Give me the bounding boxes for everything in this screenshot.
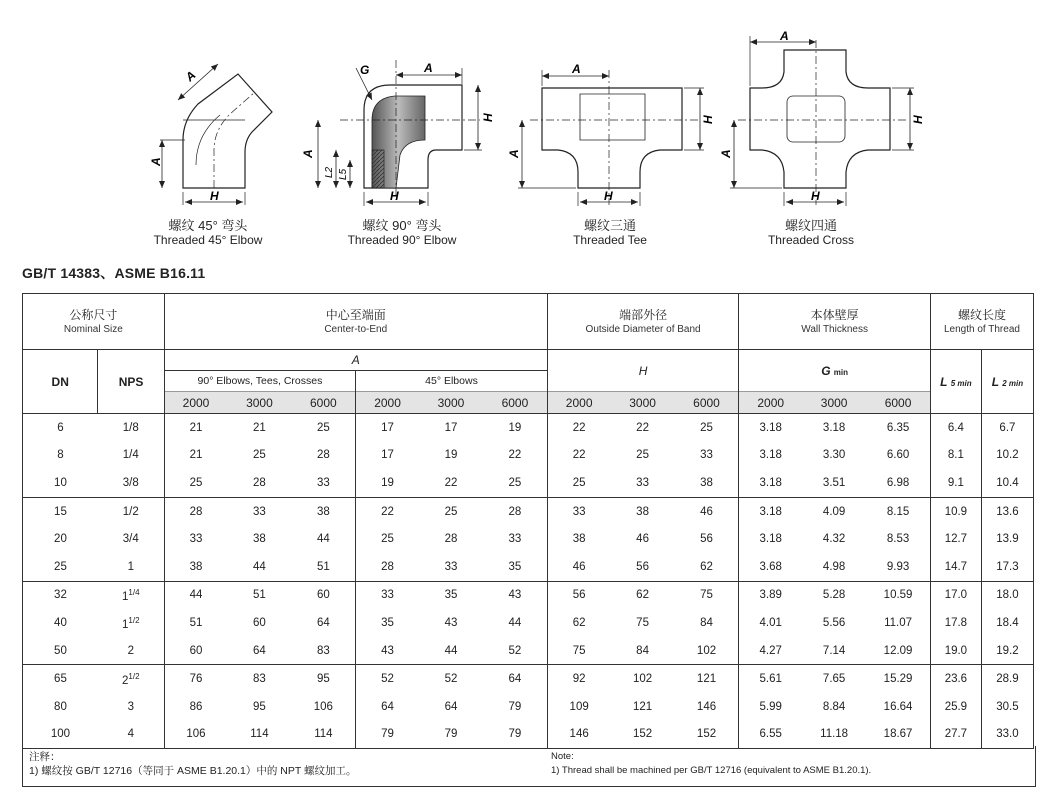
nps-whole: 2 bbox=[122, 674, 129, 687]
header-wall-en: Wall Thickness bbox=[801, 323, 868, 335]
fitting-diagrams bbox=[0, 0, 1055, 260]
cell-value: 5.99 bbox=[759, 700, 782, 713]
cell-value: 17 bbox=[381, 421, 394, 434]
nps-fraction: 1/2 bbox=[128, 671, 140, 681]
cell-value: 75 bbox=[636, 616, 649, 629]
cross-drawing bbox=[730, 36, 914, 206]
pressure-class-cell: 6000 bbox=[292, 392, 356, 414]
caption-elbow-45-zh: 螺纹 45° 弯头 bbox=[168, 218, 248, 233]
cell-value: 79 bbox=[419, 721, 483, 749]
cell-value: 3.51 bbox=[822, 476, 846, 489]
header-center-en: Center-to-End bbox=[324, 323, 388, 335]
cell-value: 38 bbox=[675, 469, 739, 497]
header-thread-length bbox=[930, 294, 1033, 350]
cell-nps: 3/8 bbox=[98, 469, 164, 497]
cell-value: 27.7 bbox=[930, 721, 981, 749]
cell-value: 43 bbox=[381, 644, 394, 657]
cell-value: 38 bbox=[610, 497, 674, 525]
cell-value: 43 bbox=[483, 581, 547, 609]
cell-value: 95 bbox=[292, 665, 356, 693]
cell-value: 25 bbox=[381, 533, 394, 546]
symbol-g: G bbox=[821, 363, 831, 378]
dimension-table-body bbox=[23, 414, 1034, 749]
cell-value: 60 bbox=[189, 644, 203, 657]
cell-value: 9.93 bbox=[866, 553, 930, 581]
cell-value: 38 bbox=[253, 533, 266, 546]
cell-value: 106 bbox=[164, 721, 227, 749]
cell-nps: 3 bbox=[98, 693, 164, 721]
table-row bbox=[23, 637, 1034, 665]
caption-elbow-45 bbox=[128, 219, 288, 247]
cell-value: 7.65 bbox=[802, 665, 866, 693]
cell-value: 25 bbox=[292, 414, 356, 442]
nps-fraction: 1/2 bbox=[128, 615, 140, 625]
table-row bbox=[23, 721, 1034, 749]
cell-nps: 2 bbox=[98, 637, 164, 665]
cell-value: 60 bbox=[292, 581, 356, 609]
cell-value: 33.0 bbox=[981, 721, 1033, 749]
cell-value: 35 bbox=[381, 616, 394, 629]
table-row bbox=[23, 665, 1034, 693]
cell-value: 33 bbox=[444, 560, 458, 573]
header-nominal-zh: 公称尺寸 bbox=[69, 307, 118, 322]
cell-value: 22 bbox=[572, 421, 586, 434]
cell-value: 28 bbox=[164, 497, 227, 525]
cell-nps: 4 bbox=[98, 721, 164, 749]
notes-zh-text: 1) 螺纹按 GB/T 12716（等同于 ASME B1.20.1）中的 NPT 螺纹加工。 bbox=[29, 765, 357, 777]
cell-dn: 25 bbox=[23, 553, 98, 581]
cell-value: 84 bbox=[636, 644, 649, 657]
notes-zh-title: 注释： bbox=[29, 751, 61, 763]
elbow90-h2-label: H bbox=[390, 189, 399, 203]
cell-value: 44 bbox=[444, 644, 458, 657]
header-dn: DN bbox=[23, 350, 98, 414]
notes-box bbox=[22, 746, 1036, 787]
cell-value: 106 bbox=[292, 693, 356, 721]
cell-value: 33 bbox=[356, 581, 419, 609]
cell-value: 9.1 bbox=[930, 469, 981, 497]
cell-value: 25 bbox=[572, 476, 586, 489]
cell-value: 10.9 bbox=[930, 497, 981, 525]
elbow90-g-label: G bbox=[360, 63, 370, 77]
cell-value: 51 bbox=[189, 616, 203, 629]
cell-value: 60 bbox=[253, 616, 266, 629]
cell-nps: 1/4 bbox=[98, 442, 164, 470]
cross-a-label: A bbox=[780, 29, 789, 43]
cell-value: 28 bbox=[381, 560, 394, 573]
cell-value: 83 bbox=[292, 637, 356, 665]
symbol-l2: L bbox=[991, 374, 1000, 389]
cell-value: 3.89 bbox=[739, 581, 802, 609]
cell-value: 44 bbox=[253, 560, 266, 573]
cell-value: 33 bbox=[483, 525, 547, 553]
cell-value: 56 bbox=[636, 560, 649, 573]
cell-value: 10.59 bbox=[866, 581, 930, 609]
cell-value: 95 bbox=[253, 700, 266, 713]
cell-value: 6.55 bbox=[739, 721, 802, 749]
cell-value: 51 bbox=[292, 553, 356, 581]
cell-value: 86 bbox=[189, 700, 203, 713]
notes-en-title: Note: bbox=[551, 751, 574, 762]
cell-value: 4.32 bbox=[822, 533, 846, 546]
elbow-45-drawing bbox=[160, 64, 272, 205]
caption-elbow-90-zh: 螺纹 90° 弯头 bbox=[362, 218, 442, 233]
cell-value: 62 bbox=[675, 553, 739, 581]
cell-value: 109 bbox=[569, 700, 589, 713]
table-row bbox=[23, 497, 1034, 525]
caption-tee-en: Threaded Tee bbox=[573, 233, 647, 247]
cell-value: 44 bbox=[292, 525, 356, 553]
cell-value: 64 bbox=[381, 700, 394, 713]
cell-value: 21 bbox=[189, 449, 203, 462]
cell-value: 6.98 bbox=[866, 469, 930, 497]
cell-value: 6.35 bbox=[866, 414, 930, 442]
cell-value: 62 bbox=[610, 581, 674, 609]
caption-tee-zh: 螺纹三通 bbox=[583, 218, 636, 233]
table-row bbox=[23, 414, 1034, 442]
cell-value: 22 bbox=[356, 497, 419, 525]
cell-value: 84 bbox=[675, 609, 739, 637]
cell-value: 25.9 bbox=[930, 693, 981, 721]
header-nps: NPS bbox=[98, 350, 164, 414]
cell-value: 79 bbox=[483, 721, 547, 749]
cell-nps bbox=[98, 665, 164, 693]
pressure-class-row bbox=[23, 392, 1034, 414]
cell-value: 3.18 bbox=[822, 421, 846, 434]
elbow90-a2-label: A bbox=[301, 149, 315, 158]
cell-nps: 1 bbox=[98, 553, 164, 581]
cell-value: 52 bbox=[483, 637, 547, 665]
cell-value: 4.09 bbox=[802, 497, 866, 525]
cell-value: 35 bbox=[419, 581, 483, 609]
cell-value: 23.6 bbox=[930, 665, 981, 693]
cell-value: 21 bbox=[253, 421, 266, 434]
cell-value: 11.18 bbox=[802, 721, 866, 749]
cell-value: 12.09 bbox=[866, 637, 930, 665]
cell-value: 6.60 bbox=[866, 442, 930, 470]
cell-value: 51 bbox=[227, 581, 291, 609]
cell-nps bbox=[98, 581, 164, 609]
header-wall-thickness bbox=[739, 294, 931, 350]
header-nominal-size bbox=[23, 294, 165, 350]
caption-elbow-90-en: Threaded 90° Elbow bbox=[347, 233, 457, 247]
cell-nps: 1/2 bbox=[98, 497, 164, 525]
table-row bbox=[23, 609, 1034, 637]
cell-value: 56 bbox=[675, 525, 739, 553]
cell-value: 75 bbox=[675, 581, 739, 609]
cell-value: 5.56 bbox=[822, 616, 846, 629]
cell-value: 19 bbox=[444, 449, 458, 462]
header-band-zh: 端部外径 bbox=[619, 307, 668, 322]
cell-value: 28 bbox=[483, 497, 547, 525]
cell-value: 13.9 bbox=[981, 525, 1033, 553]
tee-h-label: H bbox=[701, 115, 715, 124]
cell-dn: 8 bbox=[23, 442, 98, 470]
cell-value: 33 bbox=[189, 533, 203, 546]
table-row bbox=[23, 553, 1034, 581]
dimension-table bbox=[22, 293, 1034, 749]
cell-value: 4.01 bbox=[759, 616, 782, 629]
cell-value: 102 bbox=[610, 665, 674, 693]
cell-value: 75 bbox=[572, 644, 586, 657]
cell-value: 10.4 bbox=[981, 469, 1033, 497]
cell-value: 152 bbox=[675, 721, 739, 749]
cell-value: 76 bbox=[164, 665, 227, 693]
cell-value: 43 bbox=[444, 616, 458, 629]
nps-fraction: 1/4 bbox=[128, 587, 140, 597]
cell-value: 114 bbox=[292, 721, 356, 749]
cell-value: 33 bbox=[547, 497, 610, 525]
cell-value: 21 bbox=[189, 421, 203, 434]
cell-value: 33 bbox=[675, 442, 739, 470]
cell-value: 146 bbox=[675, 693, 739, 721]
caption-cross-en: Threaded Cross bbox=[767, 233, 855, 247]
symbol-l2-sub: 2 min bbox=[1002, 378, 1024, 388]
cell-value: 83 bbox=[227, 665, 291, 693]
cell-value: 46 bbox=[636, 533, 649, 546]
caption-elbow-45-en: Threaded 45° Elbow bbox=[153, 233, 263, 247]
cell-value: 16.64 bbox=[866, 693, 930, 721]
cell-value: 25 bbox=[636, 449, 649, 462]
header-wall-zh: 本体壁厚 bbox=[810, 307, 859, 322]
table-row bbox=[23, 581, 1034, 609]
pressure-class-cell: 2000 bbox=[164, 392, 227, 414]
cell-value: 79 bbox=[356, 721, 419, 749]
symbol-g-sub: min bbox=[833, 367, 849, 377]
symbol-l5-sub: 5 min bbox=[950, 378, 972, 388]
cell-value: 30.5 bbox=[981, 693, 1033, 721]
cell-value: 8.84 bbox=[822, 700, 846, 713]
pressure-class-cell: 3000 bbox=[227, 392, 291, 414]
header-90-elbows: 90° Elbows, Tees, Crosses bbox=[164, 371, 356, 392]
header-band-diameter bbox=[547, 294, 739, 350]
cell-value: 8.15 bbox=[866, 497, 930, 525]
cell-dn: 10 bbox=[23, 469, 98, 497]
cell-value: 25 bbox=[675, 414, 739, 442]
elbow90-h-label: H bbox=[481, 113, 495, 122]
cell-dn: 80 bbox=[23, 693, 98, 721]
table-row bbox=[23, 693, 1034, 721]
cell-value: 17.0 bbox=[930, 581, 981, 609]
elbow45-h-label: H bbox=[210, 189, 219, 203]
table-row bbox=[23, 525, 1034, 553]
cell-dn: 40 bbox=[23, 609, 98, 637]
cell-value: 3.18 bbox=[759, 476, 782, 489]
cell-value: 33 bbox=[636, 476, 649, 489]
cell-value: 22 bbox=[572, 449, 586, 462]
pressure-class-cell: 6000 bbox=[675, 392, 739, 414]
cell-value: 18.4 bbox=[981, 609, 1033, 637]
cell-value: 33 bbox=[227, 497, 291, 525]
cell-value: 64 bbox=[483, 665, 547, 693]
header-symbol-g bbox=[739, 350, 931, 392]
elbow90-l5-label: L5 bbox=[338, 168, 349, 180]
nps-whole: 1 bbox=[122, 590, 129, 603]
cell-value: 15.29 bbox=[866, 665, 930, 693]
header-symbol-l2 bbox=[981, 350, 1033, 414]
header-symbol-l5 bbox=[930, 350, 981, 414]
tee-h2-label: H bbox=[604, 189, 613, 203]
cell-value: 13.6 bbox=[981, 497, 1033, 525]
elbow90-a-label: A bbox=[424, 61, 433, 75]
cell-value: 18.67 bbox=[866, 721, 930, 749]
cell-dn: 50 bbox=[23, 637, 98, 665]
cell-value: 3.18 bbox=[759, 421, 782, 434]
caption-tee bbox=[530, 219, 690, 247]
tee-a-label: A bbox=[572, 62, 581, 76]
cell-value: 25 bbox=[419, 497, 483, 525]
elbow-90-drawing bbox=[318, 60, 482, 206]
cell-value: 3.18 bbox=[739, 497, 802, 525]
cell-value: 121 bbox=[675, 665, 739, 693]
cell-dn: 65 bbox=[23, 665, 98, 693]
pressure-class-cell: 6000 bbox=[483, 392, 547, 414]
cell-dn: 15 bbox=[23, 497, 98, 525]
cell-value: 44 bbox=[164, 581, 227, 609]
caption-cross-zh: 螺纹四通 bbox=[784, 218, 837, 233]
cell-value: 79 bbox=[483, 693, 547, 721]
cell-value: 4.27 bbox=[759, 644, 782, 657]
cell-value: 7.14 bbox=[822, 644, 846, 657]
cell-value: 5.28 bbox=[802, 581, 866, 609]
cell-value: 152 bbox=[610, 721, 674, 749]
notes-en bbox=[551, 750, 871, 778]
pressure-class-cell: 2000 bbox=[356, 392, 419, 414]
cross-h-label: H bbox=[911, 115, 925, 124]
cell-value: 64 bbox=[444, 700, 458, 713]
elbow45-a2-label: A bbox=[182, 68, 199, 85]
cell-value: 11.07 bbox=[866, 609, 930, 637]
pressure-class-cell: 2000 bbox=[547, 392, 610, 414]
notes-en-text: 1) Thread shall be machined per GB/T 12716 (equivalent to ASME B1.20.1). bbox=[551, 765, 872, 776]
cell-value: 17.3 bbox=[981, 553, 1033, 581]
cell-value: 12.7 bbox=[930, 525, 981, 553]
cell-value: 19.2 bbox=[981, 637, 1033, 665]
elbow45-a-label: A bbox=[149, 157, 163, 166]
nps-whole: 1 bbox=[122, 618, 129, 631]
header-band-en: Outside Diameter of Band bbox=[585, 323, 701, 335]
cell-value: 62 bbox=[572, 616, 586, 629]
cell-value: 5.61 bbox=[739, 665, 802, 693]
elbow90-l2-label: L2 bbox=[324, 166, 335, 178]
cell-value: 146 bbox=[547, 721, 610, 749]
cell-value: 28 bbox=[253, 476, 266, 489]
pressure-class-cell: 6000 bbox=[866, 392, 930, 414]
cell-value: 46 bbox=[572, 560, 586, 573]
tee-drawing bbox=[518, 70, 704, 206]
header-thread-en: Length of Thread bbox=[943, 323, 1020, 335]
cell-value: 28 bbox=[292, 442, 356, 470]
cell-value: 6.4 bbox=[930, 414, 981, 442]
cell-value: 4.98 bbox=[822, 560, 846, 573]
cell-value: 114 bbox=[227, 721, 291, 749]
cell-value: 44 bbox=[483, 609, 547, 637]
cell-value: 28.9 bbox=[981, 665, 1033, 693]
standard-title: GB/T 14383、ASME B16.11 bbox=[22, 265, 206, 281]
cell-value: 14.7 bbox=[930, 553, 981, 581]
cell-value: 35 bbox=[483, 553, 547, 581]
cell-value: 19 bbox=[381, 476, 394, 489]
header-nominal-en: Nominal Size bbox=[63, 323, 123, 335]
cell-value: 3.18 bbox=[759, 533, 782, 546]
symbol-l5: L bbox=[940, 374, 948, 389]
header-symbol-h: H bbox=[547, 350, 739, 392]
cell-nps: 3/4 bbox=[98, 525, 164, 553]
caption-elbow-90 bbox=[322, 219, 482, 247]
cell-value: 38 bbox=[292, 497, 356, 525]
cell-nps: 1/8 bbox=[98, 414, 164, 442]
header-center-zh: 中心至端面 bbox=[325, 307, 386, 322]
pressure-class-cell: 3000 bbox=[802, 392, 866, 414]
cell-value: 52 bbox=[419, 665, 483, 693]
cell-value: 3.68 bbox=[759, 560, 782, 573]
cell-value: 64 bbox=[292, 609, 356, 637]
table-row bbox=[23, 442, 1034, 470]
caption-cross bbox=[731, 219, 891, 247]
cell-value: 22 bbox=[444, 476, 458, 489]
header-center-to-end bbox=[164, 294, 547, 350]
cell-value: 22 bbox=[636, 421, 649, 434]
pressure-class-cell: 2000 bbox=[739, 392, 802, 414]
cell-nps bbox=[98, 609, 164, 637]
cell-value: 46 bbox=[675, 497, 739, 525]
cell-value: 17.8 bbox=[930, 609, 981, 637]
pressure-class-cell: 3000 bbox=[419, 392, 483, 414]
header-thread-zh: 螺纹长度 bbox=[957, 307, 1006, 322]
cell-value: 3.18 bbox=[759, 449, 782, 462]
cell-value: 33 bbox=[292, 469, 356, 497]
cell-value: 8.1 bbox=[930, 442, 981, 470]
cell-value: 22 bbox=[483, 442, 547, 470]
cell-value: 10.2 bbox=[981, 442, 1033, 470]
cell-value: 121 bbox=[632, 700, 653, 713]
cell-value: 19 bbox=[483, 414, 547, 442]
pressure-class-cell: 3000 bbox=[610, 392, 674, 414]
cell-value: 38 bbox=[572, 533, 586, 546]
cell-dn: 6 bbox=[23, 414, 98, 442]
header-symbol-a: A bbox=[164, 350, 547, 371]
cell-dn: 32 bbox=[23, 581, 98, 609]
cell-value: 92 bbox=[547, 665, 610, 693]
cell-value: 18.0 bbox=[981, 581, 1033, 609]
cell-value: 52 bbox=[356, 665, 419, 693]
cross-h2-label: H bbox=[811, 189, 820, 203]
cell-value: 25 bbox=[253, 449, 266, 462]
cell-value: 3.30 bbox=[822, 449, 846, 462]
cell-value: 102 bbox=[675, 637, 739, 665]
cell-value: 64 bbox=[253, 644, 266, 657]
notes-zh bbox=[29, 750, 357, 778]
cell-value: 6.7 bbox=[981, 414, 1033, 442]
cell-value: 17 bbox=[444, 421, 458, 434]
cell-value: 28 bbox=[444, 533, 458, 546]
cell-value: 25 bbox=[483, 469, 547, 497]
header-45-elbows: 45° Elbows bbox=[356, 371, 548, 392]
cell-value: 38 bbox=[189, 560, 203, 573]
cell-value: 8.53 bbox=[866, 525, 930, 553]
tee-a2-label: A bbox=[507, 149, 521, 158]
cell-value: 56 bbox=[547, 581, 610, 609]
cell-value: 25 bbox=[189, 476, 203, 489]
table-row bbox=[23, 469, 1034, 497]
cell-value: 19.0 bbox=[930, 637, 981, 665]
cell-value: 17 bbox=[381, 449, 394, 462]
cell-dn: 100 bbox=[23, 721, 98, 749]
cell-dn: 20 bbox=[23, 525, 98, 553]
cross-a2-label: A bbox=[719, 149, 733, 158]
